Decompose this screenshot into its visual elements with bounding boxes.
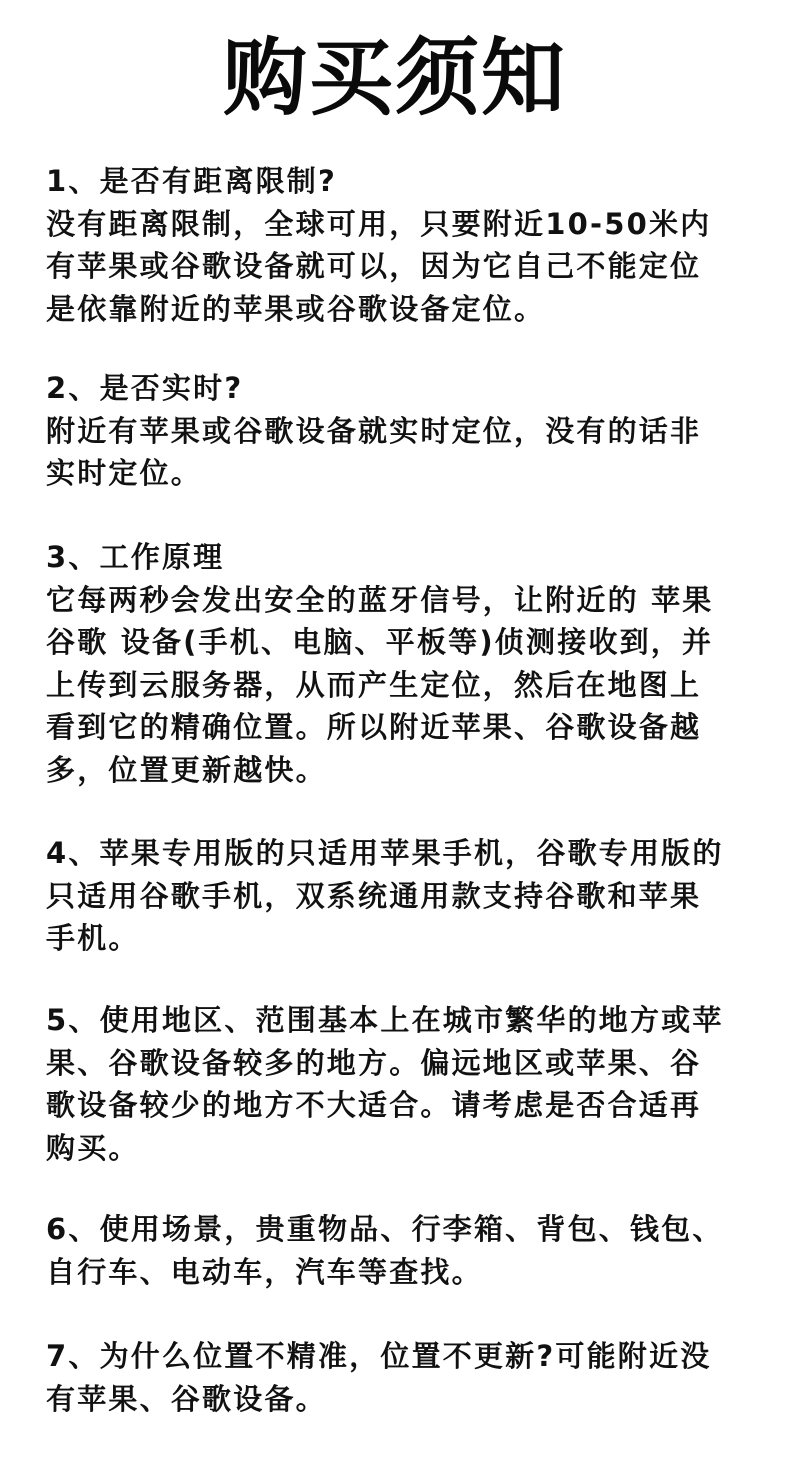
notice-item-4 [46,832,751,960]
item-heading: 1、是否有距离限制? [46,164,338,198]
item-line: 购买。 [46,1130,140,1165]
item-line: 歌设备较少的地方不大适合。请考虑是否合适再 [46,1088,702,1122]
item-heading: 6、使用场景，贵重物品、行李箱、背包、钱包、 [46,1212,724,1246]
item-heading: 5、使用地区、范围基本上在城市繁华的地方或苹 [46,1003,724,1037]
item-line: 实时定位。 [46,456,203,490]
item-line: 它每两秒会发出安全的蓝牙信号，让附近的 苹果 [46,582,714,617]
item-heading: 4、苹果专用版的只适用苹果手机，谷歌专用版的 [46,836,724,870]
item-line: 果、谷歌设备较多的地方。偏远地区或苹果、谷 [46,1045,702,1080]
item-line: 看到它的精确位置。所以附近苹果、谷歌设备越 [46,710,702,744]
item-line: 有苹果、谷歌设备。 [46,1381,327,1416]
notice-item-3 [46,536,751,791]
notice-item-1 [46,160,751,330]
item-line: 只适用谷歌手机，双系统通用款支持谷歌和苹果 [46,878,702,913]
item-line: 上传到云服务器，从而产生定位，然后在地图上 [46,667,702,702]
item-line: 有苹果或谷歌设备就可以，因为它自己不能定位 [46,249,702,283]
page-title: 购买须知 [222,29,567,127]
notice-item-7 [46,1335,751,1420]
item-line: 手机。 [46,921,140,955]
item-line: 附近有苹果或谷歌设备就实时定位，没有的话非 [46,413,702,448]
notice-item-6 [46,1208,751,1293]
item-heading: 7、为什么位置不精准，位置不更新?可能附近没 [46,1339,712,1373]
notice-item-5 [46,999,751,1169]
item-line: 没有距离限制，全球可用，只要附近10-50米内 [46,206,712,241]
item-heading: 3、工作原理 [46,540,225,574]
item-line: 是依靠附近的苹果或谷歌设备定位。 [46,291,546,326]
item-line: 自行车、电动车，汽车等查找。 [46,1254,483,1289]
notice-item-2 [46,367,751,495]
item-heading: 2、是否实时? [46,371,244,405]
item-line: 多，位置更新越快。 [46,752,327,787]
item-line: 谷歌 设备(手机、电脑、平板等)侦测接收到，并 [46,625,714,659]
